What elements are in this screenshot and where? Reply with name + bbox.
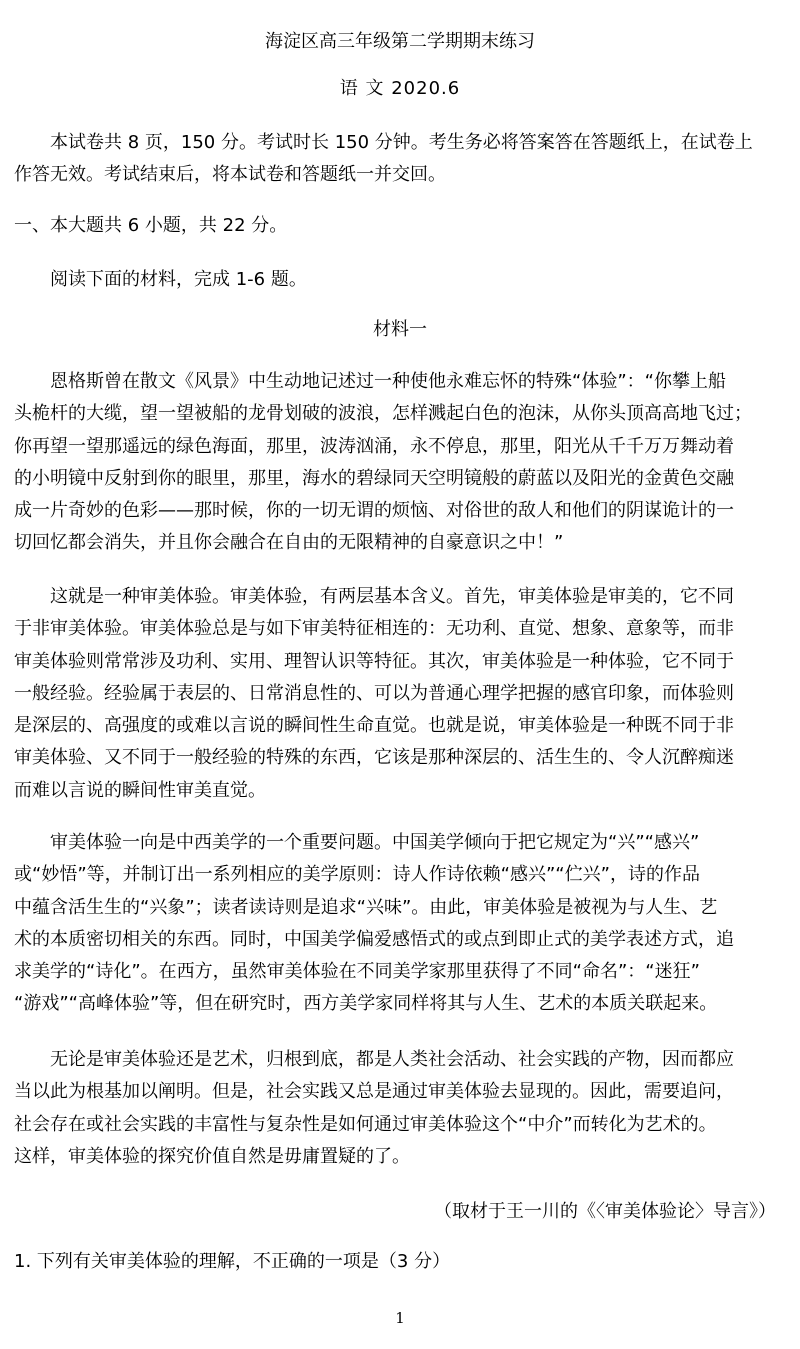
question-1-stem: 1. 下列有关审美体验的理解，不正确的一项是（3 分） — [14, 1251, 451, 1272]
text-line: “游戏”“高峰体验”等，但在研究时，西方美学家同样将其与人生、艺术的本质关联起来。 — [14, 993, 718, 1015]
material-title: 材料一 — [373, 319, 427, 340]
text-line: 无论是审美体验还是艺术，归根到底，都是人类社会活动、社会实践的产物，因而都应 — [50, 1049, 734, 1070]
section-heading: 一、本大题共 6 小题，共 22 分。 — [14, 215, 288, 236]
text-line: 是深层的、高强度的或难以言说的瞬间性生命直觉。也就是说，审美体验是一种既不同于非 — [14, 715, 734, 737]
material-paragraph-1 — [14, 366, 786, 560]
text-line: 中蕴含活生生的“兴象”；读者读诗则是追求“兴味”。由此，审美体验是被视为与人生、艺 — [14, 896, 718, 918]
text-line: 于非审美体验。审美体验总是与如下审美特征相连的：无功利、直觉、想象、意象等，而非 — [14, 618, 734, 640]
text-line: 审美体验、又不同于一般经验的特殊的东西，它该是那种深层的、活生生的、令人沉醉痴迷 — [14, 747, 734, 769]
text-line: 头桅杆的大缆，望一望被船的龙骨划破的波浪，怎样溅起白色的泡沫，从你头顶高高地飞过； — [14, 403, 752, 425]
material-paragraph-2 — [14, 581, 786, 807]
text-line: 审美体验一向是中西美学的一个重要问题。中国美学倾向于把它规定为“兴”“感兴” — [50, 832, 700, 853]
exam-title: 海淀区高三年级第二学期期末练习 — [265, 31, 535, 52]
material-paragraph-4 — [14, 1044, 786, 1173]
text-line: 成一片奇妙的色彩——那时候，你的一切无谓的烦恼、对俗世的敌人和他们的阴谋诡计的一 — [14, 500, 734, 522]
text-line: 当以此为根基加以阐明。但是，社会实践又总是通过审美体验去显现的。因此，需要追问， — [14, 1081, 734, 1103]
material-source: （取材于王一川的《〈审美体验论〉导言》） — [434, 1201, 776, 1222]
text-line: 这就是一种审美体验。审美体验，有两层基本含义。首先，审美体验是审美的，它不同 — [50, 586, 734, 607]
instructions-line: 作答无效。考试结束后，将本试卷和答题纸一并交回。 — [14, 164, 446, 186]
material-paragraph-3 — [14, 827, 786, 1021]
text-line: 或“妙悟”等，并制订出一系列相应的美学原则：诗人作诗依赖“感兴”“伫兴”，诗的作品 — [14, 864, 700, 886]
instructions-line: 本试卷共 8 页，150 分。考试时长 150 分钟。考生务必将答案答在答题纸上，在试卷上 — [50, 132, 753, 153]
instructions — [14, 127, 786, 192]
text-line: 求美学的“诗化”。在西方，虽然审美体验在不同美学家那里获得了不同“命名”：“迷狂” — [14, 961, 700, 983]
text-line: 你再望一望那遥远的绿色海面，那里，波涛汹涌，永不停息，那里，阳光从千千万万舞动着 — [14, 435, 734, 457]
text-line: 社会存在或社会实践的丰富性与复杂性是如何通过审美体验这个“中介”而转化为艺术的。 — [14, 1113, 717, 1135]
text-line: 切回忆都会消失，并且你会融合在自由的无限精神的自豪意识之中！” — [14, 532, 564, 554]
page-number: 1 — [395, 1309, 405, 1327]
text-line: 审美体验则常常涉及功利、实用、理智认识等特征。其次，审美体验是一种体验，它不同于 — [14, 650, 734, 672]
text-line: 恩格斯曾在散文《风景》中生动地记述过一种使他永难忘怀的特殊“体验”：“你攀上船 — [50, 371, 726, 392]
text-line: 一般经验。经验属于表层的、日常消息性的、可以为普通心理学把握的感官印象，而体验则 — [14, 682, 734, 704]
text-line: 而难以言说的瞬间性审美直觉。 — [14, 779, 266, 801]
text-line: 这样，审美体验的探究价值自然是毋庸置疑的了。 — [14, 1145, 410, 1167]
reading-directions: 阅读下面的材料，完成 1-6 题。 — [50, 269, 307, 290]
subject-line: 语 文 2020.6 — [339, 78, 461, 99]
text-line: 术的本质密切相关的东西。同时，中国美学偏爱感悟式的或点到即止式的美学表述方式，追 — [14, 928, 734, 950]
text-line: 的小明镜中反射到你的眼里，那里，海水的碧绿同天空明镜般的蔚蓝以及阳光的金黄色交融 — [14, 467, 734, 489]
